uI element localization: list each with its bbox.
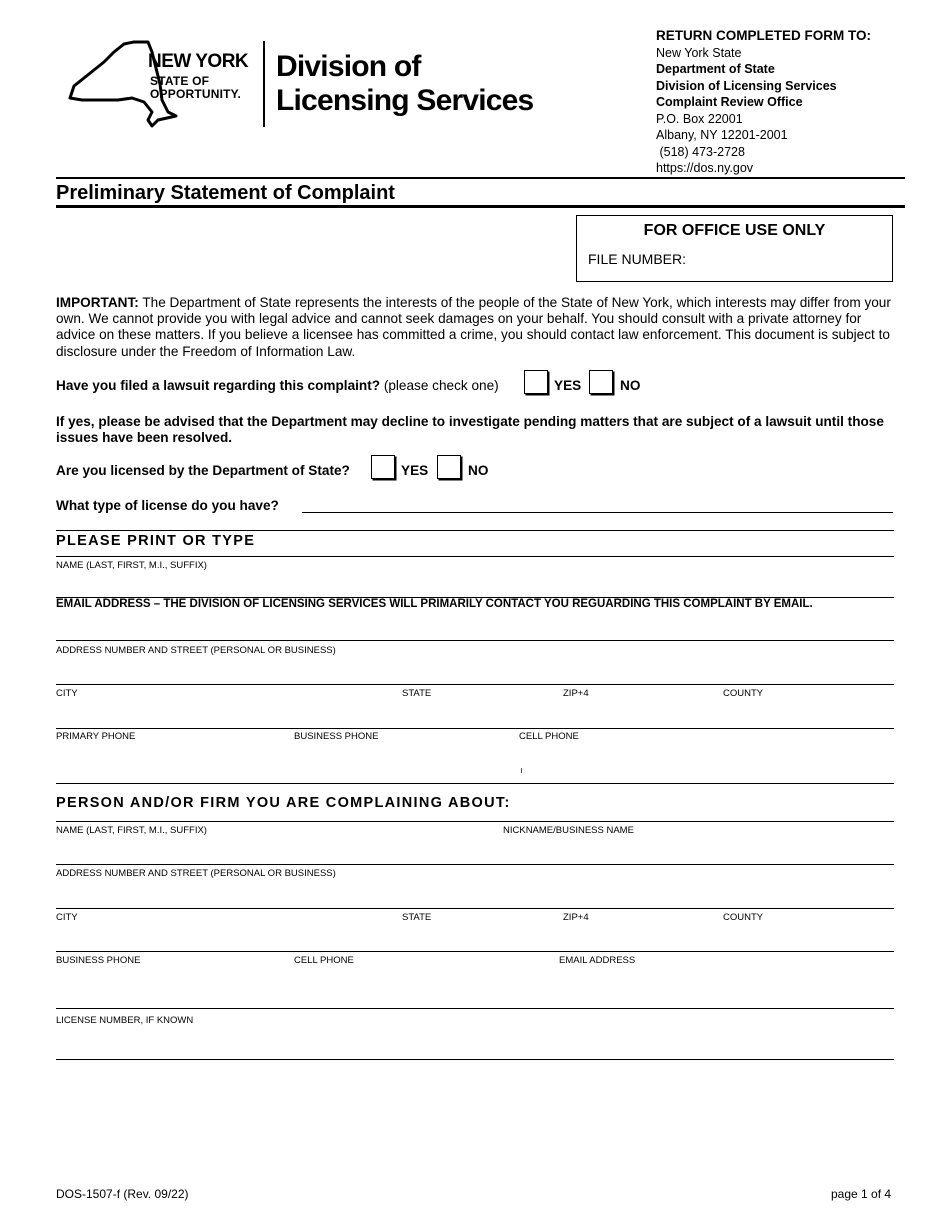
section-rule: [56, 556, 894, 557]
return-phone: (518) 473-2728: [656, 144, 745, 159]
page-title: Preliminary Statement of Complaint: [56, 182, 395, 204]
return-line: New York State: [656, 45, 742, 60]
respondent-business-phone-label: BUSINESS PHONE: [56, 955, 141, 966]
licensed-question: Are you licensed by the Department of State?: [56, 463, 350, 478]
lawsuit-yes-checkbox[interactable]: [524, 370, 548, 394]
important-text: The Department of State represents the interests of the people of the State of New York, which interests may differ from your own. We cannot provide you with legal advice and cannot seek damages on your behalf. You should consult with a private attorney for advice on these matters. If you believe a licensee has committed a crime, you should contact law enforcement. This document is subject to disclosure under the Freedom of Information Law.: [56, 295, 891, 359]
form-id: DOS-1507-f (Rev. 09/22): [56, 1187, 189, 1201]
complainant-email-label: EMAIL ADDRESS – THE DIVISION OF LICENSING SERVICES WILL PRIMARILY CONTACT YOU REGUARDING THIS COMPLAINT BY EMAIL.: [56, 598, 813, 610]
return-line: P.O. Box 22001: [656, 111, 743, 126]
license-type-input-line[interactable]: [302, 512, 893, 513]
complainant-city-label: CITY: [56, 688, 78, 699]
return-line: Complaint Review Office: [656, 95, 803, 109]
respondent-address-label: ADDRESS NUMBER AND STREET (PERSONAL OR BUSINESS): [56, 868, 336, 879]
title-rule: [56, 205, 905, 208]
complainant-business-phone-label: BUSINESS PHONE: [294, 731, 379, 742]
section-rule: [56, 530, 894, 531]
page-number: page 1 of 4: [831, 1187, 892, 1201]
logo-tagline-line-1: STATE OF: [150, 74, 210, 88]
respondent-phone-row-field[interactable]: [56, 1008, 894, 1009]
important-notice: [56, 295, 896, 360]
logo-tagline: [150, 75, 241, 101]
respondent-license-label: LICENSE NUMBER, IF KNOWN: [56, 1015, 194, 1026]
office-use-title: FOR OFFICE USE ONLY: [643, 222, 826, 239]
return-line: Department of State: [656, 62, 775, 76]
complainant-name-label: NAME (LAST, FIRST, M.I., SUFFIX): [56, 560, 207, 571]
licensed-yes-label: YES: [401, 463, 429, 478]
respondent-section-heading: PERSON AND/OR FIRM YOU ARE COMPLAINING ABOUT:: [56, 795, 511, 811]
complainant-phone-row-field[interactable]: [56, 783, 894, 784]
complainant-address-label: ADDRESS NUMBER AND STREET (PERSONAL OR BUSINESS): [56, 645, 336, 656]
respondent-name-field[interactable]: [56, 864, 894, 865]
return-website[interactable]: https://dos.ny.gov: [656, 161, 754, 175]
lawsuit-question: [56, 378, 499, 393]
section-rule: [56, 821, 894, 822]
lawsuit-notice: If yes, please be advised that the Department may decline to investigate pending matters that are subject of a lawsuit until those issues have been resolved.: [56, 414, 884, 445]
lawsuit-no-checkbox[interactable]: [589, 370, 613, 394]
lawsuit-yes-label: YES: [554, 378, 582, 393]
respondent-state-label: STATE: [402, 912, 432, 923]
important-label: IMPORTANT:: [56, 295, 139, 310]
respondent-address-field[interactable]: [56, 908, 894, 909]
return-heading: RETURN COMPLETED FORM TO:: [656, 28, 871, 43]
logo-division-name: [276, 50, 533, 118]
complainant-section-heading: PLEASE PRINT OR TYPE: [56, 533, 256, 549]
respondent-cell-phone-label: CELL PHONE: [294, 955, 354, 966]
return-line: Albany, NY 12201-2001: [656, 128, 788, 142]
lawsuit-question-text: Have you filed a lawsuit regarding this complaint?: [56, 378, 381, 393]
license-type-question: What type of license do you have?: [56, 498, 279, 513]
respondent-email-label: EMAIL ADDRESS: [559, 955, 636, 966]
respondent-license-field[interactable]: [56, 1059, 894, 1060]
file-number-label: FILE NUMBER:: [588, 251, 687, 267]
respondent-county-label: COUNTY: [723, 912, 764, 923]
logo-division-line-1: Division of: [276, 50, 421, 83]
respondent-name-label: NAME (LAST, FIRST, M.I., SUFFIX): [56, 825, 207, 836]
licensed-no-checkbox[interactable]: [437, 455, 461, 479]
complainant-address-field[interactable]: [56, 684, 894, 685]
respondent-zip-label: ZIP+4: [563, 912, 589, 923]
lawsuit-question-hint: (please check one): [380, 378, 499, 393]
logo-division-line-2: Licensing Services: [276, 84, 534, 117]
logo-state-name: NEW YORK: [148, 51, 249, 72]
licensed-yes-checkbox[interactable]: [371, 455, 395, 479]
complainant-cell-phone-label: CELL PHONE: [519, 731, 579, 742]
complainant-email-field[interactable]: [56, 640, 894, 641]
text-cursor-mark: [521, 768, 522, 773]
logo-tagline-line-2: OPPORTUNITY.: [150, 87, 242, 101]
respondent-city-label: CITY: [56, 912, 78, 923]
complainant-state-label: STATE: [402, 688, 432, 699]
complainant-primary-phone-label: PRIMARY PHONE: [56, 731, 136, 742]
respondent-city-row-field[interactable]: [56, 951, 894, 952]
return-line: Division of Licensing Services: [656, 78, 837, 93]
respondent-nickname-label: NICKNAME/BUSINESS NAME: [503, 825, 634, 836]
return-address: [656, 28, 871, 177]
lawsuit-no-label: NO: [620, 378, 641, 393]
complainant-city-row-field[interactable]: [56, 728, 894, 729]
licensed-no-label: NO: [468, 463, 489, 478]
complainant-zip-label: ZIP+4: [563, 688, 589, 699]
complainant-county-label: COUNTY: [723, 688, 764, 699]
header-rule: [56, 177, 905, 179]
logo-divider: [263, 41, 265, 127]
